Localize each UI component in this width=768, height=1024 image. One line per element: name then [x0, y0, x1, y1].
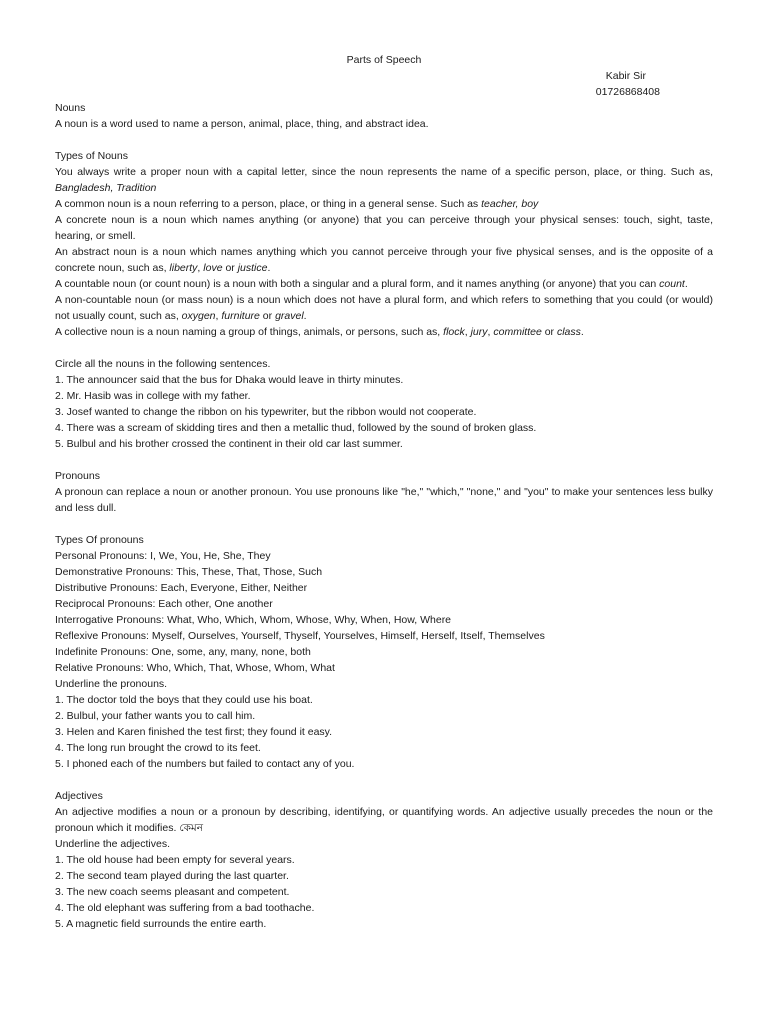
pronoun-type-item: Indefinite Pronouns: One, some, any, many, none, both	[55, 646, 311, 658]
exercise-sentence: 5. Bulbul and his brother crossed the continent in their old car last summer.	[55, 438, 403, 450]
adjectives-definition: An adjective modifies a noun or a pronoun by describing, identifying, or quantifying words. An adjective usually precedes the noun or the pronoun which it modifies. কেমন	[55, 806, 713, 834]
countable-noun-paragraph: A countable noun (or count noun) is a noun with both a singular and a plural form, and it names anything (or anyone) that you can count.	[55, 278, 688, 290]
exercise-sentence: 3. Helen and Karen finished the test first; they found it easy.	[55, 726, 333, 738]
proper-noun-paragraph: You always write a proper noun with a capital letter, since the noun represents the name of a specific person, place, or thing. Such as, Bangladesh, Tradition	[55, 166, 713, 194]
pronoun-type-item: Demonstrative Pronouns: This, These, That, Those, Such	[55, 566, 323, 578]
nouns-heading: Nouns	[55, 102, 86, 114]
exercise-sentence: 4. The long run brought the crowd to its feet.	[55, 742, 261, 754]
pronoun-type-item: Personal Pronouns: I, We, You, He, She, They	[55, 550, 271, 562]
noun-exercise-heading: Circle all the nouns in the following sentences.	[55, 358, 271, 370]
abstract-noun-paragraph: An abstract noun is a noun which names anything which you cannot perceive through your five physical senses, and is the opposite of a concrete noun, such as, liberty, love or justice.	[55, 246, 713, 274]
pronouns-definition: A pronoun can replace a noun or another pronoun. You use pronouns like "he," "which," "none," and "you" to make your sentences less bulky and less dull.	[55, 486, 713, 514]
concrete-noun-paragraph: A concrete noun is a noun which names anything (or anyone) that you can perceive through your physical senses: touch, sight, taste, hearing, or smell.	[55, 214, 713, 242]
common-noun-examples: teacher, boy	[481, 198, 539, 210]
exercise-sentence: 4. The old elephant was suffering from a bad toothache.	[55, 902, 315, 914]
exercise-sentence: 1. The old house had been empty for several years.	[55, 854, 295, 866]
exercise-sentence: 1. The doctor told the boys that they could use his boat.	[55, 694, 313, 706]
exercise-sentence: 2. The second team played during the last quarter.	[55, 870, 289, 882]
nouns-definition: A noun is a word used to name a person, animal, place, thing, and abstract idea.	[55, 118, 429, 130]
exercise-sentence: 5. A magnetic field surrounds the entire earth.	[55, 918, 267, 930]
noun-types-heading: Types of Nouns	[55, 150, 128, 162]
adjective-exercise-heading: Underline the adjectives.	[55, 838, 170, 850]
proper-noun-examples: Bangladesh, Tradition	[55, 182, 157, 194]
exercise-sentence: 4. There was a scream of skidding tires and then a metallic thud, followed by the sound of broken glass.	[55, 422, 537, 434]
exercise-sentence: 2. Bulbul, your father wants you to call him.	[55, 710, 256, 722]
pronoun-exercise-heading: Underline the pronouns.	[55, 678, 168, 690]
author-phone: 01726868408	[595, 86, 660, 98]
exercise-sentence: 3. The new coach seems pleasant and competent.	[55, 886, 290, 898]
exercise-sentence: 1. The announcer said that the bus for Dhaka would leave in thirty minutes.	[55, 374, 404, 386]
adjectives-heading: Adjectives	[55, 790, 103, 802]
noncountable-noun-paragraph: A non-countable noun (or mass noun) is a noun which does not have a plural form, and which refers to something that you could (or would) not usually count, such as, oxygen, furniture or gravel.	[55, 294, 713, 322]
pronoun-types-heading: Types Of pronouns	[55, 534, 144, 546]
author-block	[55, 68, 713, 100]
exercise-sentence: 2. Mr. Hasib was in college with my father.	[55, 390, 251, 402]
pronoun-type-item: Relative Pronouns: Who, Which, That, Whose, Whom, What	[55, 662, 335, 674]
pronoun-type-item: Reciprocal Pronouns: Each other, One another	[55, 598, 273, 610]
author-name: Kabir Sir	[605, 70, 646, 82]
document-page	[55, 52, 713, 932]
document-title: Parts of Speech	[346, 54, 422, 66]
pronoun-type-item: Interrogative Pronouns: What, Who, Which, Whom, Whose, Why, When, How, Where	[55, 614, 452, 626]
pronoun-type-item: Reflexive Pronouns: Myself, Ourselves, Yourself, Thyself, Yourselves, Himself, Herself, Itself, Themselves	[55, 630, 545, 642]
exercise-sentence: 5. I phoned each of the numbers but failed to contact any of you.	[55, 758, 355, 770]
exercise-sentence: 3. Josef wanted to change the ribbon on his typewriter, but the ribbon would not cooperate.	[55, 406, 477, 418]
pronouns-heading: Pronouns	[55, 470, 100, 482]
common-noun-paragraph: A common noun is a noun referring to a person, place, or thing in a general sense. Such as teacher, boy	[55, 198, 539, 210]
pronoun-type-item: Distributive Pronouns: Each, Everyone, Either, Neither	[55, 582, 308, 594]
collective-noun-paragraph: A collective noun is a noun naming a group of things, animals, or persons, such as, flock, jury, committee or class.	[55, 326, 584, 338]
